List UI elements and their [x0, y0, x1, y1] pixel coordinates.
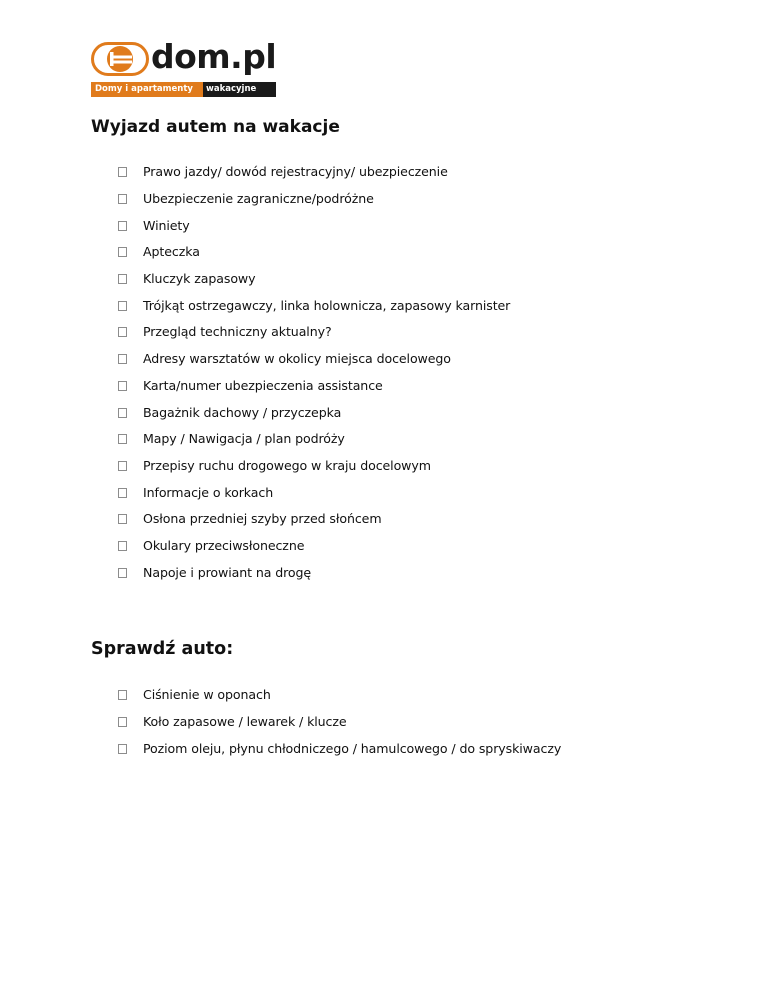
checkbox-icon[interactable] — [118, 461, 127, 471]
checkbox-icon[interactable] — [118, 541, 127, 551]
checkbox-icon[interactable] — [118, 167, 127, 177]
checklist-item[interactable] — [117, 292, 510, 319]
checklist-item-label: Kluczyk zapasowy — [143, 271, 256, 287]
checkbox-icon[interactable] — [118, 514, 127, 524]
checklist-item[interactable] — [117, 426, 510, 453]
brand-logo — [91, 37, 277, 100]
checklist-item[interactable] — [117, 346, 510, 373]
checkbox-icon[interactable] — [118, 327, 127, 337]
checkbox-icon[interactable] — [118, 301, 127, 311]
checklist-item[interactable] — [117, 319, 510, 346]
checklist-item-label: Ubezpieczenie zagraniczne/podróżne — [143, 191, 374, 207]
checkbox-icon[interactable] — [118, 354, 127, 364]
checklist-item[interactable] — [117, 186, 510, 213]
logo-top-row — [91, 37, 277, 80]
checklist-item[interactable] — [117, 682, 561, 709]
logo-wordmark: dom.pl — [151, 37, 277, 76]
checklist-item-label: Prawo jazdy/ dowód rejestracyjny/ ubezpieczenie — [143, 164, 448, 180]
checklist-item-label: Przegląd techniczny aktualny? — [143, 324, 332, 340]
checklist-item-label: Bagażnik dachowy / przyczepka — [143, 404, 342, 420]
checkbox-icon[interactable] — [118, 247, 127, 257]
checklist-trip — [117, 159, 510, 586]
checklist-item[interactable] — [117, 453, 510, 480]
checklist-item-label: Przepisy ruchu drogowego w kraju docelowym — [143, 457, 431, 473]
checklist-item-label: Apteczka — [143, 244, 200, 260]
checklist-item-label: Okulary przeciwsłoneczne — [143, 537, 305, 553]
section-heading-trip: Wyjazd autem na wakacje — [91, 117, 340, 137]
checkbox-icon[interactable] — [118, 488, 127, 498]
checkbox-icon[interactable] — [118, 717, 127, 727]
checklist-item-label: Mapy / Nawigacja / plan podróży — [143, 431, 345, 447]
checkbox-icon[interactable] — [118, 408, 127, 418]
logo-tagline-right: wakacyjne — [203, 82, 276, 97]
checklist-item-label: Karta/numer ubezpieczenia assistance — [143, 377, 383, 393]
checklist-item-label: Koło zapasowe / lewarek / klucze — [143, 714, 347, 730]
checkbox-icon[interactable] — [118, 568, 127, 578]
checklist-item[interactable] — [117, 506, 510, 533]
checkbox-icon[interactable] — [118, 690, 127, 700]
checklist-item[interactable] — [117, 709, 561, 736]
checklist-item[interactable] — [117, 239, 510, 266]
e-logo-icon — [91, 42, 149, 76]
checkbox-icon[interactable] — [118, 744, 127, 754]
checklist-item-label: Trójkąt ostrzegawczy, linka holownicza, zapasowy karnister — [143, 297, 511, 313]
checklist-item-label: Winiety — [143, 217, 190, 233]
checkbox-icon[interactable] — [118, 274, 127, 284]
checklist-item[interactable] — [117, 212, 510, 239]
checklist-item[interactable] — [117, 533, 510, 560]
checkbox-icon[interactable] — [118, 434, 127, 444]
logo-tagline-left: Domy i apartamenty — [91, 82, 203, 97]
section-heading-check-car: Sprawdź auto: — [91, 639, 234, 659]
checklist-item-label: Adresy warsztatów w okolicy miejsca docelowego — [143, 351, 451, 367]
checklist-item[interactable] — [117, 159, 510, 186]
checklist-item[interactable] — [117, 399, 510, 426]
checklist-item-label: Poziom oleju, płynu chłodniczego / hamulcowego / do spryskiwaczy — [143, 740, 562, 756]
checklist-item-label: Napoje i prowiant na drogę — [143, 564, 312, 580]
checklist-item-label: Ciśnienie w oponach — [143, 687, 271, 703]
logo-tagline — [91, 82, 276, 97]
checklist-item[interactable] — [117, 559, 510, 586]
checkbox-icon[interactable] — [118, 381, 127, 391]
checklist-item-label: Informacje o korkach — [143, 484, 274, 500]
checklist-check-car — [117, 682, 561, 762]
checklist-item[interactable] — [117, 373, 510, 400]
checklist-item[interactable] — [117, 266, 510, 293]
checkbox-icon[interactable] — [118, 194, 127, 204]
checklist-item-label: Osłona przedniej szyby przed słońcem — [143, 511, 382, 527]
checklist-item[interactable] — [117, 735, 561, 762]
checkbox-icon[interactable] — [118, 221, 127, 231]
checklist-item[interactable] — [117, 479, 510, 506]
